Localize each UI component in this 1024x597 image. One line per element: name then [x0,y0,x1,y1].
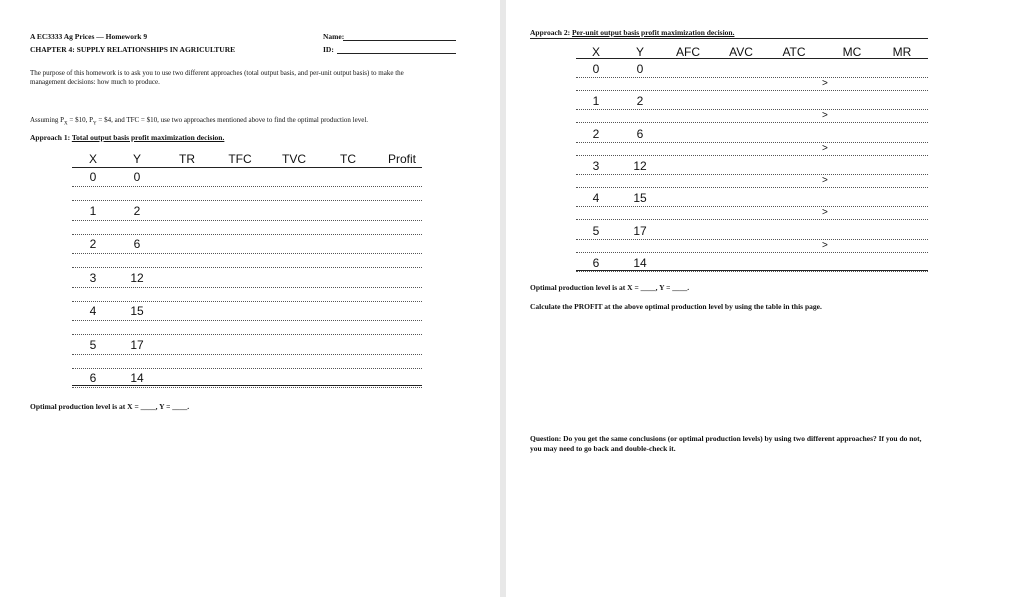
table1-x-cell: 2 [89,237,97,251]
table2-row-divider [576,122,928,123]
mc-arrow-marker: > [822,207,828,219]
table2-y-cell: 2 [636,94,644,109]
table2-col-header: AVC [729,45,753,59]
table1-y-cell: 6 [133,237,141,251]
table2-row-divider [576,271,928,272]
mc-arrow-marker: > [822,174,828,186]
mc-arrow-marker: > [822,78,828,89]
table2-x-cell: 6 [592,255,600,270]
table2-y-cell: 15 [633,191,647,206]
table1-col-header: TC [340,152,356,166]
name-field[interactable] [343,40,456,41]
table1-header-rule [72,167,422,168]
table1-col-header: Profit [387,152,416,166]
question-text-2: you may need to go back and double-check it. [530,444,676,453]
assumptions-text: Assuming $P_X$ = $10, $P_Y$ = $4, and TFC = $10, use two approaches mentioned above to find the optimal production level. [30,116,369,127]
table2-x-cell: 2 [592,126,600,141]
name-label: Name: [323,32,345,41]
table1-row-divider [72,387,422,388]
table2-row-divider [576,109,928,110]
table1-x-cell: 5 [89,337,97,352]
table2-row-divider [576,155,928,156]
table2-x-cell: 3 [592,158,600,173]
table2-col-header: Y [635,45,644,59]
table1-row-divider [72,267,422,268]
table2-x-cell: 1 [592,94,600,109]
table2-col-header: MR [892,45,912,59]
table2-row-divider [576,187,928,188]
optimal-level-text-2: Optimal production level is at X = ____, Y = ____. [530,283,690,292]
purpose-text: The purpose of this homework is to ask you to use two different approaches (total output basis, and per-unit output basis) to make the [30,69,404,77]
table2-y-cell: 0 [636,62,644,76]
table1-x-cell: 1 [89,203,97,218]
table1-y-cell: 15 [130,304,144,318]
table2-row-divider [576,90,928,91]
table1-x-cell: 6 [89,371,97,385]
table1-row-divider [72,200,422,201]
table1-row-divider [72,301,422,302]
table1-x-cell: 0 [89,170,97,184]
table1-bottom-rule [72,385,422,386]
table1-row-divider [72,320,422,321]
table2-y-cell: 17 [633,223,647,238]
table1-y-cell: 2 [133,203,141,218]
table1-row-divider [72,354,422,355]
page-2 [506,0,1024,597]
table2-col-header: X [591,45,600,59]
table1-row-divider [72,253,422,254]
table1-col-header: TVC [282,152,306,166]
approach2-heading: Approach 2: Per-unit output basis profit maximization decision. [530,28,735,37]
table2-bottom-rule [576,270,928,271]
table2-row-divider [576,142,928,143]
table1-col-header: TFC [228,152,252,166]
table1-y-cell: 0 [133,170,141,184]
table2-y-cell: 12 [633,158,647,173]
table2-y-cell: 6 [636,126,644,141]
page-1 [0,0,500,597]
table1-col-header: TR [179,152,195,166]
question-text: Question: Do you get the same conclusions (or optimal production levels) by using two different approaches? If you do not, [530,434,922,443]
mc-arrow-marker: > [822,110,828,122]
table1-y-cell: 12 [130,270,144,285]
table2-y-cell: 14 [633,255,647,270]
id-field[interactable] [337,53,456,54]
table1-row-divider [72,220,422,221]
table2-col-header: MC [842,45,862,59]
table2-row-divider [576,206,928,207]
table2-x-cell: 0 [592,62,600,76]
table1-y-cell: 17 [130,337,144,352]
table1-col-header: X [88,152,97,166]
table2-row-divider [576,174,928,175]
chapter-title: CHAPTER 4: SUPPLY RELATIONSHIPS IN AGRICULTURE [30,45,236,54]
approach2-top-rule [530,38,928,39]
table2-x-cell: 5 [592,223,600,238]
table1-col-header: Y [132,152,141,166]
table1-row-divider [72,368,422,369]
approach1-heading: Approach 1: Total output basis profit maximization decision. [30,133,225,142]
table1-row-divider [72,186,422,187]
calculate-profit-text: Calculate the PROFIT at the above optimal production level by using the table in this page. [530,302,822,311]
table2-col-header: ATC [782,45,806,59]
id-label: ID: [323,45,334,54]
course-title: A EC3333 Ag Prices — Homework 9 [30,32,148,41]
table2-row-divider [576,77,928,78]
mc-arrow-marker: > [822,142,828,154]
purpose-text-2: management decisions: how much to produce. [30,78,160,86]
table1-row-divider [72,287,422,288]
table1-x-cell: 3 [89,270,97,285]
table2-row-divider [576,239,928,240]
table1-row-divider [72,334,422,335]
mc-arrow-marker: > [822,239,828,251]
table2-row-divider [576,252,928,253]
table2-header-rule [576,58,928,59]
table1-y-cell: 14 [130,371,144,385]
table2-col-header: AFC [676,45,700,59]
table2-row-divider [576,219,928,220]
table1-x-cell: 4 [89,304,97,318]
table2-x-cell: 4 [592,191,600,206]
table1-row-divider [72,234,422,235]
optimal-level-text: Optimal production level is at X = ____, Y = ____. [30,402,190,411]
